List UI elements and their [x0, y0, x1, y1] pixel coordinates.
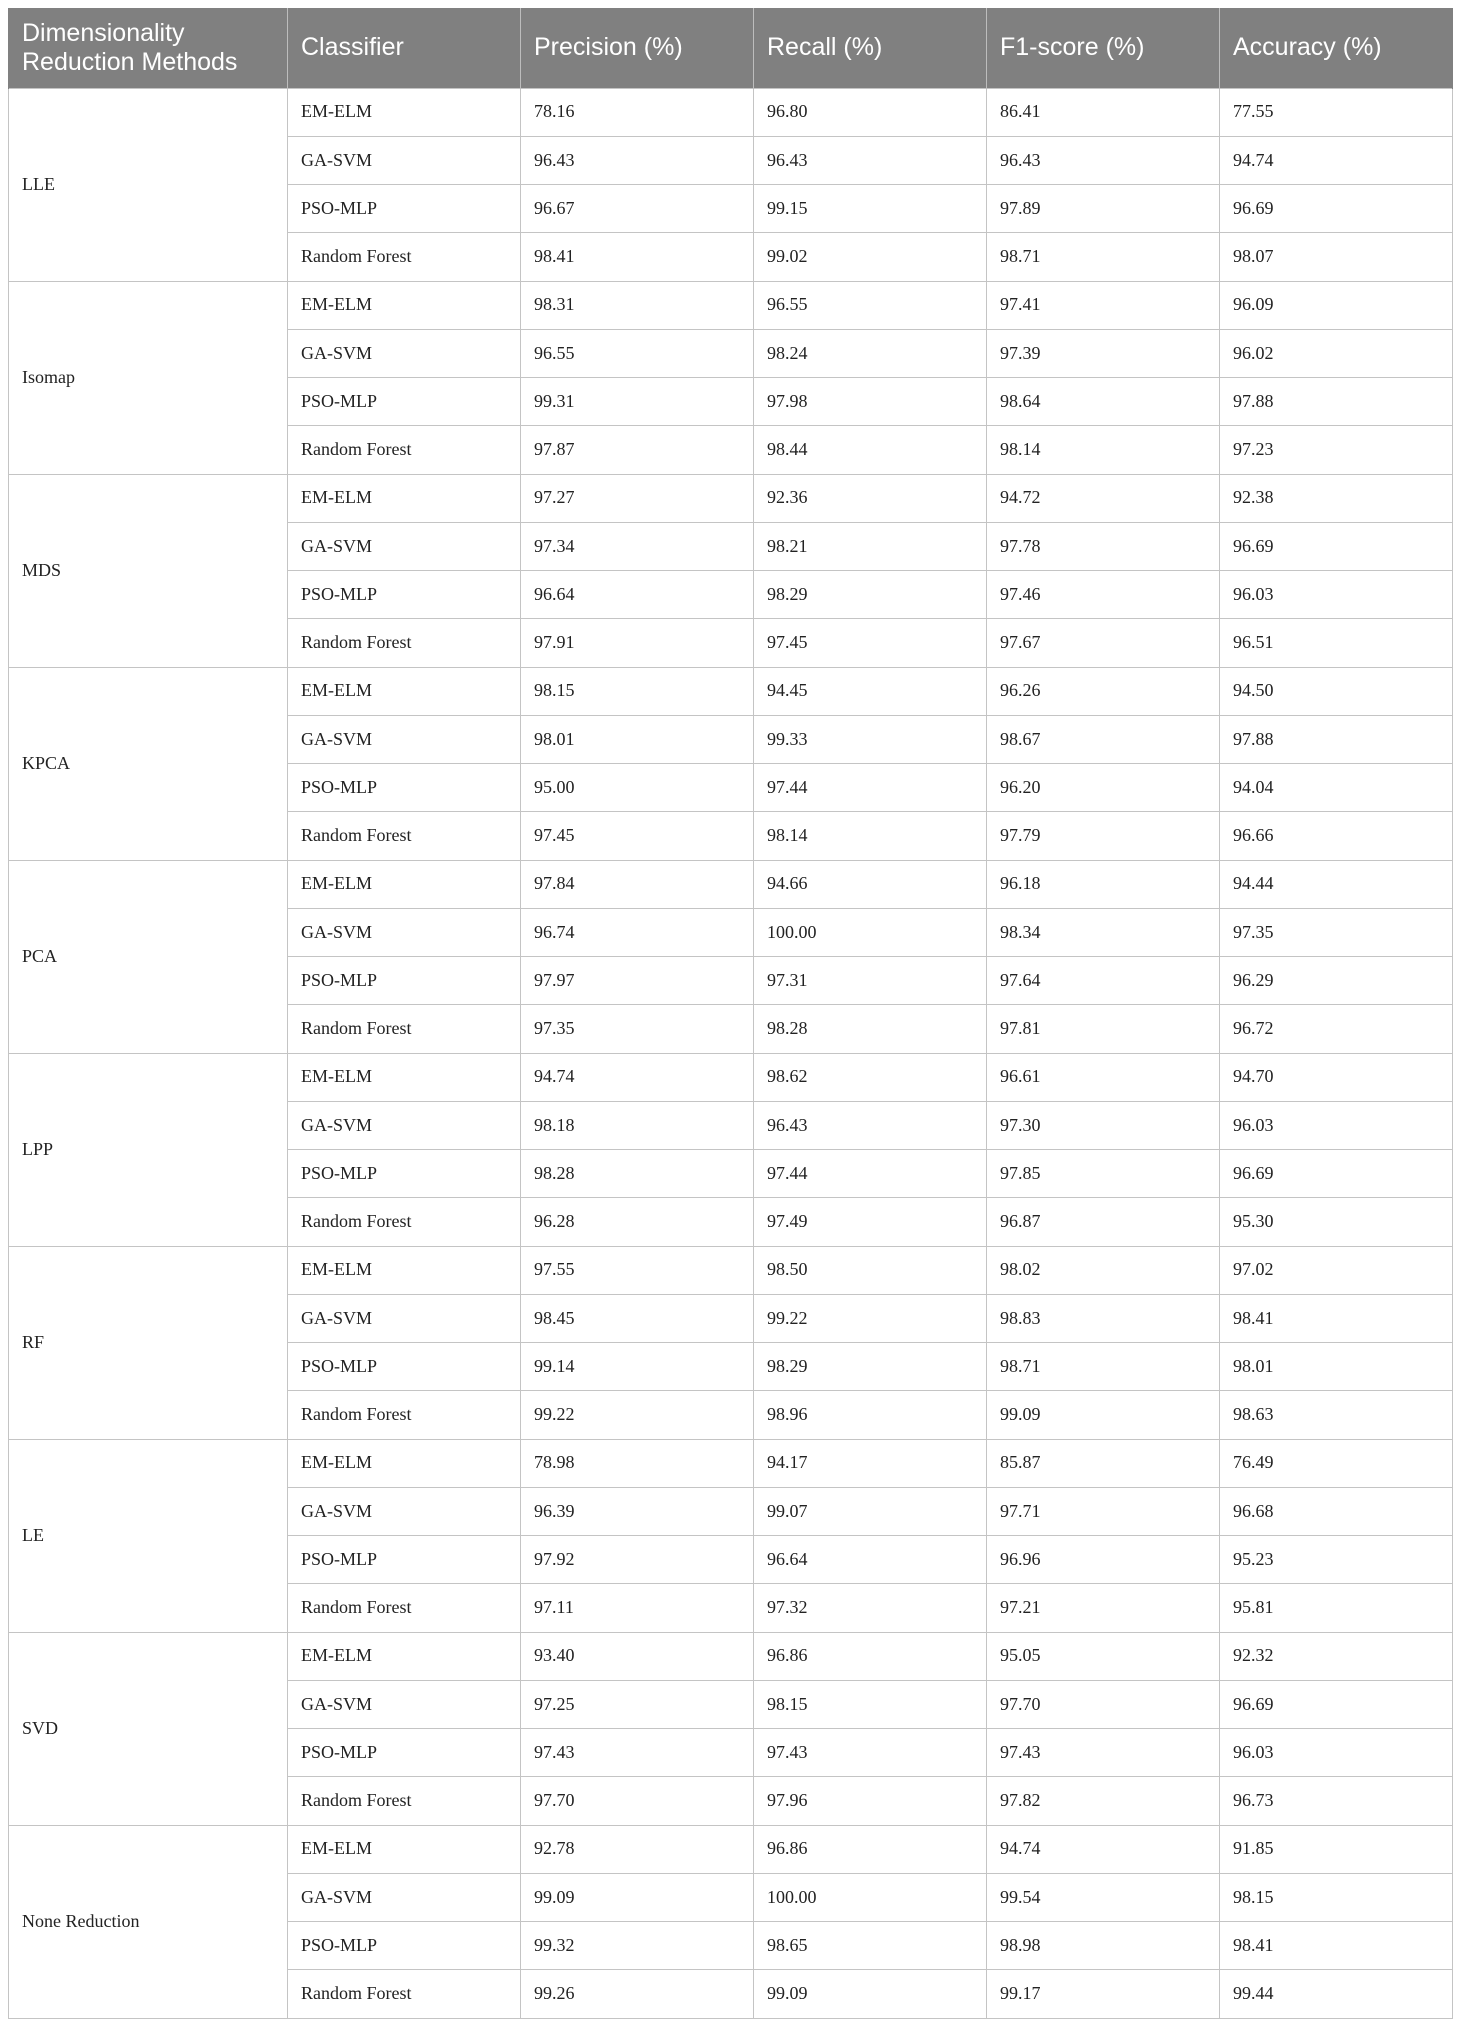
recall-cell: 98.96 — [754, 1391, 987, 1439]
precision-cell: 78.98 — [521, 1439, 754, 1487]
precision-cell: 99.31 — [521, 378, 754, 426]
recall-cell: 97.44 — [754, 764, 987, 812]
recall-cell: 99.22 — [754, 1294, 987, 1342]
accuracy-cell: 96.09 — [1220, 281, 1453, 329]
recall-cell: 98.44 — [754, 426, 987, 474]
f1-score-cell: 97.43 — [987, 1729, 1220, 1777]
precision-cell: 99.09 — [521, 1873, 754, 1921]
accuracy-cell: 96.66 — [1220, 812, 1453, 860]
precision-cell: 98.28 — [521, 1150, 754, 1198]
precision-cell: 98.15 — [521, 667, 754, 715]
classifier-cell: PSO-MLP — [288, 1343, 521, 1391]
method-cell: MDS — [9, 474, 288, 667]
classifier-cell: EM-ELM — [288, 88, 521, 136]
header-row — [9, 8, 1453, 88]
recall-cell: 98.29 — [754, 1343, 987, 1391]
accuracy-cell: 96.29 — [1220, 957, 1453, 1005]
classifier-cell: EM-ELM — [288, 1632, 521, 1680]
accuracy-cell: 96.69 — [1220, 1150, 1453, 1198]
f1-score-cell: 98.83 — [987, 1294, 1220, 1342]
precision-cell: 98.45 — [521, 1294, 754, 1342]
recall-cell: 98.50 — [754, 1246, 987, 1294]
accuracy-cell: 96.73 — [1220, 1777, 1453, 1825]
f1-score-cell: 97.81 — [987, 1005, 1220, 1053]
precision-cell: 98.01 — [521, 715, 754, 763]
accuracy-cell: 96.68 — [1220, 1487, 1453, 1535]
classifier-cell: PSO-MLP — [288, 378, 521, 426]
classifier-cell: EM-ELM — [288, 1246, 521, 1294]
accuracy-cell: 99.44 — [1220, 1970, 1453, 2018]
accuracy-cell: 98.07 — [1220, 233, 1453, 281]
method-cell: LPP — [9, 1053, 288, 1246]
recall-cell: 98.21 — [754, 522, 987, 570]
classifier-cell: EM-ELM — [288, 667, 521, 715]
accuracy-cell: 95.23 — [1220, 1536, 1453, 1584]
classifier-cell: Random Forest — [288, 1777, 521, 1825]
accuracy-cell: 97.02 — [1220, 1246, 1453, 1294]
recall-cell: 99.02 — [754, 233, 987, 281]
precision-cell: 98.18 — [521, 1101, 754, 1149]
accuracy-cell: 97.88 — [1220, 715, 1453, 763]
f1-score-cell: 97.39 — [987, 329, 1220, 377]
precision-cell: 98.31 — [521, 281, 754, 329]
recall-cell: 96.43 — [754, 1101, 987, 1149]
precision-cell: 97.70 — [521, 1777, 754, 1825]
accuracy-cell: 96.03 — [1220, 571, 1453, 619]
f1-score-cell: 97.85 — [987, 1150, 1220, 1198]
table-row — [9, 281, 1453, 329]
recall-cell: 94.66 — [754, 860, 987, 908]
accuracy-cell: 96.02 — [1220, 329, 1453, 377]
table-body — [9, 88, 1453, 2018]
precision-cell: 92.78 — [521, 1825, 754, 1873]
precision-cell: 96.74 — [521, 908, 754, 956]
accuracy-cell: 94.04 — [1220, 764, 1453, 812]
classifier-cell: PSO-MLP — [288, 571, 521, 619]
f1-score-cell: 98.34 — [987, 908, 1220, 956]
precision-cell: 97.55 — [521, 1246, 754, 1294]
recall-cell: 96.86 — [754, 1632, 987, 1680]
classifier-cell: Random Forest — [288, 233, 521, 281]
classifier-cell: PSO-MLP — [288, 1922, 521, 1970]
recall-cell: 100.00 — [754, 908, 987, 956]
method-cell: None Reduction — [9, 1825, 288, 2018]
accuracy-cell: 94.50 — [1220, 667, 1453, 715]
method-cell: PCA — [9, 860, 288, 1053]
precision-cell: 78.16 — [521, 88, 754, 136]
classifier-cell: PSO-MLP — [288, 1729, 521, 1777]
f1-score-cell: 97.82 — [987, 1777, 1220, 1825]
method-cell: SVD — [9, 1632, 288, 1825]
classifier-cell: PSO-MLP — [288, 764, 521, 812]
recall-cell: 97.96 — [754, 1777, 987, 1825]
table-row — [9, 88, 1453, 136]
precision-cell: 97.34 — [521, 522, 754, 570]
f1-score-cell: 97.89 — [987, 185, 1220, 233]
classifier-cell: PSO-MLP — [288, 185, 521, 233]
accuracy-cell: 96.69 — [1220, 1680, 1453, 1728]
f1-score-cell: 98.98 — [987, 1922, 1220, 1970]
f1-score-cell: 96.26 — [987, 667, 1220, 715]
recall-cell: 97.49 — [754, 1198, 987, 1246]
accuracy-cell: 76.49 — [1220, 1439, 1453, 1487]
f1-score-cell: 97.70 — [987, 1680, 1220, 1728]
method-cell: LLE — [9, 88, 288, 281]
recall-cell: 96.80 — [754, 88, 987, 136]
recall-cell: 94.17 — [754, 1439, 987, 1487]
classifier-cell: Random Forest — [288, 1005, 521, 1053]
f1-score-cell: 96.18 — [987, 860, 1220, 908]
precision-cell: 97.27 — [521, 474, 754, 522]
recall-cell: 97.98 — [754, 378, 987, 426]
recall-cell: 92.36 — [754, 474, 987, 522]
f1-score-cell: 96.61 — [987, 1053, 1220, 1101]
table-row — [9, 860, 1453, 908]
precision-cell: 96.64 — [521, 571, 754, 619]
f1-score-cell: 99.17 — [987, 1970, 1220, 2018]
f1-score-cell: 98.02 — [987, 1246, 1220, 1294]
precision-cell: 98.41 — [521, 233, 754, 281]
recall-cell: 97.44 — [754, 1150, 987, 1198]
recall-cell: 98.65 — [754, 1922, 987, 1970]
table-row — [9, 667, 1453, 715]
accuracy-cell: 96.69 — [1220, 185, 1453, 233]
recall-cell: 99.33 — [754, 715, 987, 763]
f1-score-cell: 96.96 — [987, 1536, 1220, 1584]
f1-score-cell: 97.30 — [987, 1101, 1220, 1149]
classifier-cell: EM-ELM — [288, 281, 521, 329]
precision-cell: 99.26 — [521, 1970, 754, 2018]
precision-cell: 99.22 — [521, 1391, 754, 1439]
table-row — [9, 474, 1453, 522]
accuracy-cell: 94.44 — [1220, 860, 1453, 908]
classifier-cell: EM-ELM — [288, 1053, 521, 1101]
precision-cell: 96.39 — [521, 1487, 754, 1535]
recall-cell: 96.86 — [754, 1825, 987, 1873]
f1-score-cell: 98.64 — [987, 378, 1220, 426]
f1-score-cell: 97.71 — [987, 1487, 1220, 1535]
header-recall: Recall (%) — [754, 8, 987, 88]
accuracy-cell: 96.03 — [1220, 1101, 1453, 1149]
precision-cell: 97.45 — [521, 812, 754, 860]
f1-score-cell: 95.05 — [987, 1632, 1220, 1680]
recall-cell: 100.00 — [754, 1873, 987, 1921]
accuracy-cell: 96.72 — [1220, 1005, 1453, 1053]
f1-score-cell: 94.72 — [987, 474, 1220, 522]
accuracy-cell: 98.63 — [1220, 1391, 1453, 1439]
classifier-cell: GA-SVM — [288, 329, 521, 377]
f1-score-cell: 99.09 — [987, 1391, 1220, 1439]
classifier-cell: GA-SVM — [288, 1680, 521, 1728]
classifier-cell: EM-ELM — [288, 474, 521, 522]
classifier-cell: EM-ELM — [288, 860, 521, 908]
f1-score-cell: 98.14 — [987, 426, 1220, 474]
accuracy-cell: 98.41 — [1220, 1294, 1453, 1342]
accuracy-cell: 91.85 — [1220, 1825, 1453, 1873]
f1-score-cell: 97.46 — [987, 571, 1220, 619]
precision-cell: 96.43 — [521, 136, 754, 184]
precision-cell: 94.74 — [521, 1053, 754, 1101]
f1-score-cell: 99.54 — [987, 1873, 1220, 1921]
f1-score-cell: 98.71 — [987, 233, 1220, 281]
precision-cell: 93.40 — [521, 1632, 754, 1680]
accuracy-cell: 92.32 — [1220, 1632, 1453, 1680]
recall-cell: 99.15 — [754, 185, 987, 233]
recall-cell: 98.62 — [754, 1053, 987, 1101]
header-method: Dimensionality Reduction Methods — [9, 8, 288, 88]
table-row — [9, 1246, 1453, 1294]
classifier-cell: Random Forest — [288, 1391, 521, 1439]
f1-score-cell: 97.41 — [987, 281, 1220, 329]
accuracy-cell: 95.30 — [1220, 1198, 1453, 1246]
accuracy-cell: 92.38 — [1220, 474, 1453, 522]
classifier-cell: PSO-MLP — [288, 957, 521, 1005]
accuracy-cell: 77.55 — [1220, 88, 1453, 136]
recall-cell: 98.28 — [754, 1005, 987, 1053]
method-cell: RF — [9, 1246, 288, 1439]
precision-cell: 99.14 — [521, 1343, 754, 1391]
recall-cell: 98.14 — [754, 812, 987, 860]
f1-score-cell: 97.78 — [987, 522, 1220, 570]
table-row — [9, 1053, 1453, 1101]
recall-cell: 99.09 — [754, 1970, 987, 2018]
accuracy-cell: 97.35 — [1220, 908, 1453, 956]
header-f1-score: F1-score (%) — [987, 8, 1220, 88]
accuracy-cell: 98.41 — [1220, 1922, 1453, 1970]
recall-cell: 98.29 — [754, 571, 987, 619]
method-cell: Isomap — [9, 281, 288, 474]
precision-cell: 97.25 — [521, 1680, 754, 1728]
classifier-cell: GA-SVM — [288, 1873, 521, 1921]
classifier-cell: Random Forest — [288, 619, 521, 667]
f1-score-cell: 96.20 — [987, 764, 1220, 812]
classifier-cell: Random Forest — [288, 812, 521, 860]
classifier-cell: EM-ELM — [288, 1825, 521, 1873]
accuracy-cell: 94.70 — [1220, 1053, 1453, 1101]
f1-score-cell: 96.43 — [987, 136, 1220, 184]
precision-cell: 96.55 — [521, 329, 754, 377]
f1-score-cell: 94.74 — [987, 1825, 1220, 1873]
table-row — [9, 1632, 1453, 1680]
f1-score-cell: 97.21 — [987, 1584, 1220, 1632]
accuracy-cell: 97.23 — [1220, 426, 1453, 474]
f1-score-cell: 97.79 — [987, 812, 1220, 860]
f1-score-cell: 97.64 — [987, 957, 1220, 1005]
accuracy-cell: 97.88 — [1220, 378, 1453, 426]
classifier-cell: GA-SVM — [288, 715, 521, 763]
f1-score-cell: 98.67 — [987, 715, 1220, 763]
precision-cell: 95.00 — [521, 764, 754, 812]
accuracy-cell: 95.81 — [1220, 1584, 1453, 1632]
classifier-cell: Random Forest — [288, 1584, 521, 1632]
results-table — [8, 8, 1453, 2019]
classifier-cell: PSO-MLP — [288, 1150, 521, 1198]
recall-cell: 97.45 — [754, 619, 987, 667]
table-header — [9, 8, 1453, 88]
precision-cell: 97.11 — [521, 1584, 754, 1632]
table-row — [9, 1825, 1453, 1873]
header-precision: Precision (%) — [521, 8, 754, 88]
header-classifier: Classifier — [288, 8, 521, 88]
recall-cell: 96.43 — [754, 136, 987, 184]
classifier-cell: GA-SVM — [288, 908, 521, 956]
method-cell: LE — [9, 1439, 288, 1632]
accuracy-cell: 96.69 — [1220, 522, 1453, 570]
recall-cell: 96.55 — [754, 281, 987, 329]
recall-cell: 99.07 — [754, 1487, 987, 1535]
recall-cell: 98.24 — [754, 329, 987, 377]
method-cell: KPCA — [9, 667, 288, 860]
classifier-cell: GA-SVM — [288, 1487, 521, 1535]
f1-score-cell: 85.87 — [987, 1439, 1220, 1487]
classifier-cell: GA-SVM — [288, 522, 521, 570]
accuracy-cell: 96.51 — [1220, 619, 1453, 667]
recall-cell: 98.15 — [754, 1680, 987, 1728]
precision-cell: 97.35 — [521, 1005, 754, 1053]
classifier-cell: Random Forest — [288, 1198, 521, 1246]
classifier-cell: GA-SVM — [288, 136, 521, 184]
classifier-cell: EM-ELM — [288, 1439, 521, 1487]
f1-score-cell: 97.67 — [987, 619, 1220, 667]
classifier-cell: Random Forest — [288, 426, 521, 474]
classifier-cell: Random Forest — [288, 1970, 521, 2018]
accuracy-cell: 96.03 — [1220, 1729, 1453, 1777]
classifier-cell: GA-SVM — [288, 1101, 521, 1149]
recall-cell: 97.31 — [754, 957, 987, 1005]
precision-cell: 97.87 — [521, 426, 754, 474]
precision-cell: 97.91 — [521, 619, 754, 667]
recall-cell: 97.32 — [754, 1584, 987, 1632]
precision-cell: 97.84 — [521, 860, 754, 908]
precision-cell: 96.28 — [521, 1198, 754, 1246]
accuracy-cell: 98.01 — [1220, 1343, 1453, 1391]
classifier-cell: GA-SVM — [288, 1294, 521, 1342]
classifier-cell: PSO-MLP — [288, 1536, 521, 1584]
table-row — [9, 1439, 1453, 1487]
accuracy-cell: 94.74 — [1220, 136, 1453, 184]
header-accuracy: Accuracy (%) — [1220, 8, 1453, 88]
precision-cell: 99.32 — [521, 1922, 754, 1970]
recall-cell: 94.45 — [754, 667, 987, 715]
f1-score-cell: 86.41 — [987, 88, 1220, 136]
precision-cell: 97.43 — [521, 1729, 754, 1777]
recall-cell: 96.64 — [754, 1536, 987, 1584]
recall-cell: 97.43 — [754, 1729, 987, 1777]
precision-cell: 97.92 — [521, 1536, 754, 1584]
precision-cell: 96.67 — [521, 185, 754, 233]
precision-cell: 97.97 — [521, 957, 754, 1005]
f1-score-cell: 96.87 — [987, 1198, 1220, 1246]
accuracy-cell: 98.15 — [1220, 1873, 1453, 1921]
f1-score-cell: 98.71 — [987, 1343, 1220, 1391]
